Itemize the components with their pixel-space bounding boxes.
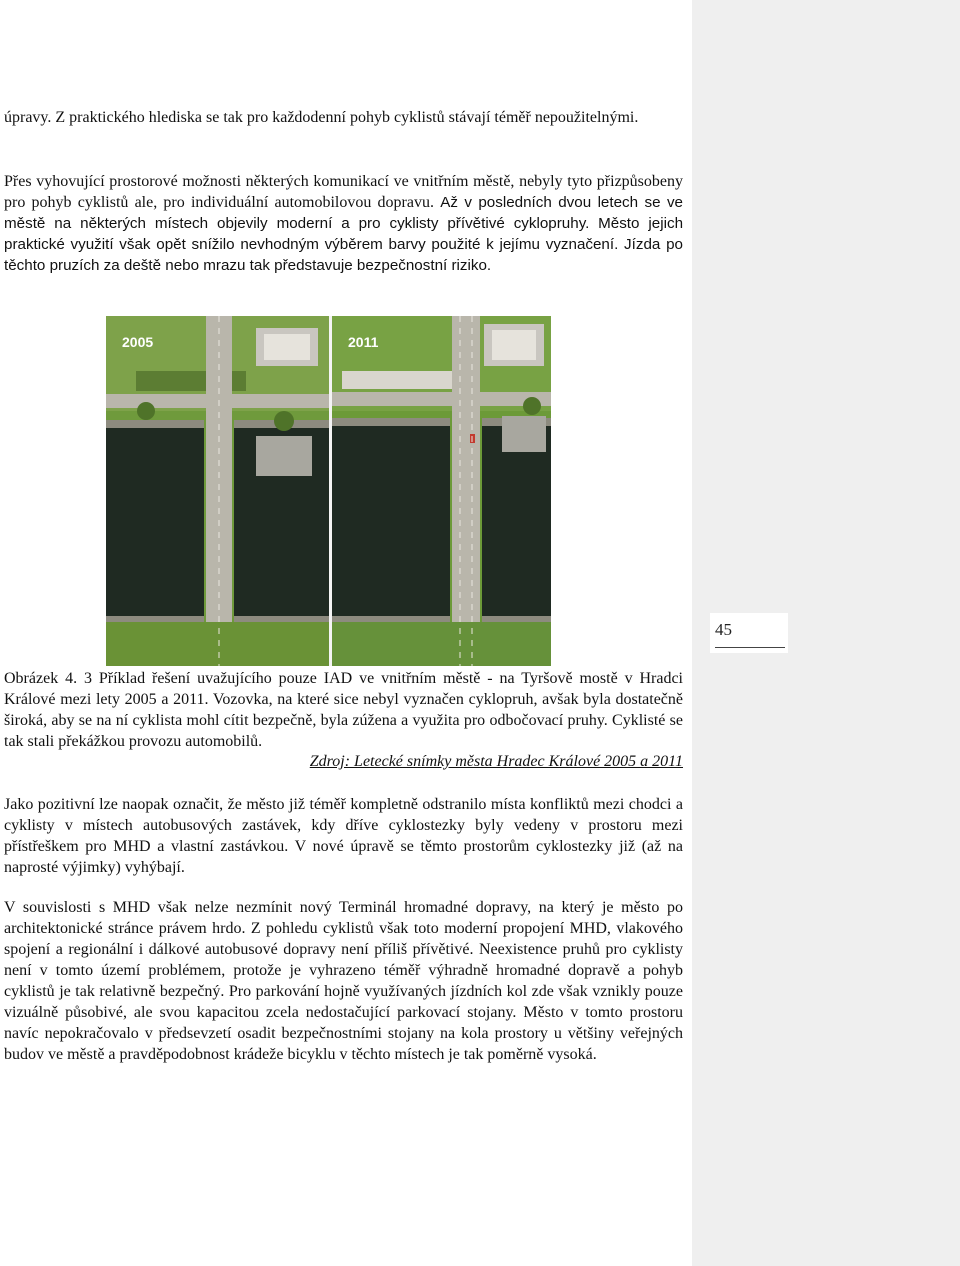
paragraph-terminal: V souvislosti s MHD však nelze nezmínit nový Terminál hromadné dopravy, na který je město po architektonické stránce právem hrdo. Z pohledu cyklistů však toto moderní propojení MHD, vlakového spojení a regionální i dálkové autobusové dopravy není příliš přívětivé. Neexistence pruhů pro cyklisty není v tomto území problémem, protože je vyhrazeno téměř výhradně hromadné dopravě a pohyb cyklistů je tak relativně bezpečný. Pro parkování hojně využívaných jízdních kol zde však vznikly pouze vizuálně působivé, ale svou kapacitou zcela nedostačující parkovací stojany. Město v tomto prostoru navíc nepokračovalo v předsevzetí osadit bezpečnostními stojany na kola prostory u většiny veřejných budov ve městě a pravděpodobnost krádeže bicyklu v těchto místech je tak poměrně vysoká. <box>4 899 683 1063</box>
year-label-right: 2011 <box>348 334 379 350</box>
page-number-rule <box>715 647 785 648</box>
paragraph-road-space-a: Přes vyhovující prostorové možnosti některých komunikací ve vnitřním městě, nebyly tyto přizpůsobeny pro pohyb cyklistů ale, pro individuální automobilovou dopravu. <box>4 173 683 211</box>
paragraph-road-space-b: Až v posledních dvou letech se ve městě na některých místech objevily moderní a pro cyklisty přívětivé cyklopruhy. <box>4 194 684 232</box>
figure-caption: Obrázek 4. 3 Příklad řešení uvažujícího pouze IAD ve vnitřním městě - na Tyršově mostě v Hradci Králové mezi lety 2005 a 2011. Vozovka, na které sice nebyl vyznačen cyklopruh, avšak byla dostatečně široká, aby se na ní cyklista mohl cítit bezpečně, byla zúžena a využita pro odbočovací pruhy. Cyklisté se tak stali překážkou provozu automobilů. <box>4 670 683 750</box>
page-number-box <box>710 613 788 653</box>
year-label-left: 2005 <box>122 334 154 350</box>
aerial-photo-2005 <box>106 316 329 666</box>
figure-source <box>4 751 683 772</box>
paragraph-bus-stops: Jako pozitivní lze naopak označit, že město již téměř kompletně odstranilo místa konfliktů mezi chodci a cyklisty v místech autobusových zastávek, kdy dříve cyklostezky byly vedeny v prostoru mezi přístřeškem pro MHD a vlastní zastávkou. V nové úpravě se těmto prostorům cyklostezky již (až na naprosté výjimky) vyhýbají. <box>4 796 683 876</box>
paragraph-road-space <box>4 171 683 276</box>
aerial-photo-2011 <box>332 316 551 666</box>
aerial-photo-figure <box>106 316 551 666</box>
paragraph-intro: úpravy. Z praktického hlediska se tak pro každodenní pohyb cyklistů stávají téměř nepoužitelnými. <box>4 109 639 126</box>
figure-source-text: Zdroj: Letecké snímky města Hradec Králové 2005 a 2011 <box>309 753 683 770</box>
paragraph-road-space-c: Město jejich praktické využití však opět snížilo nevhodným výběrem barvy použité k jejímu vyznačení. Jízda po těchto pruzích za deště nebo mrazu tak představuje bezpečnostní riziko. <box>4 215 684 274</box>
page-number: 45 <box>715 620 732 639</box>
